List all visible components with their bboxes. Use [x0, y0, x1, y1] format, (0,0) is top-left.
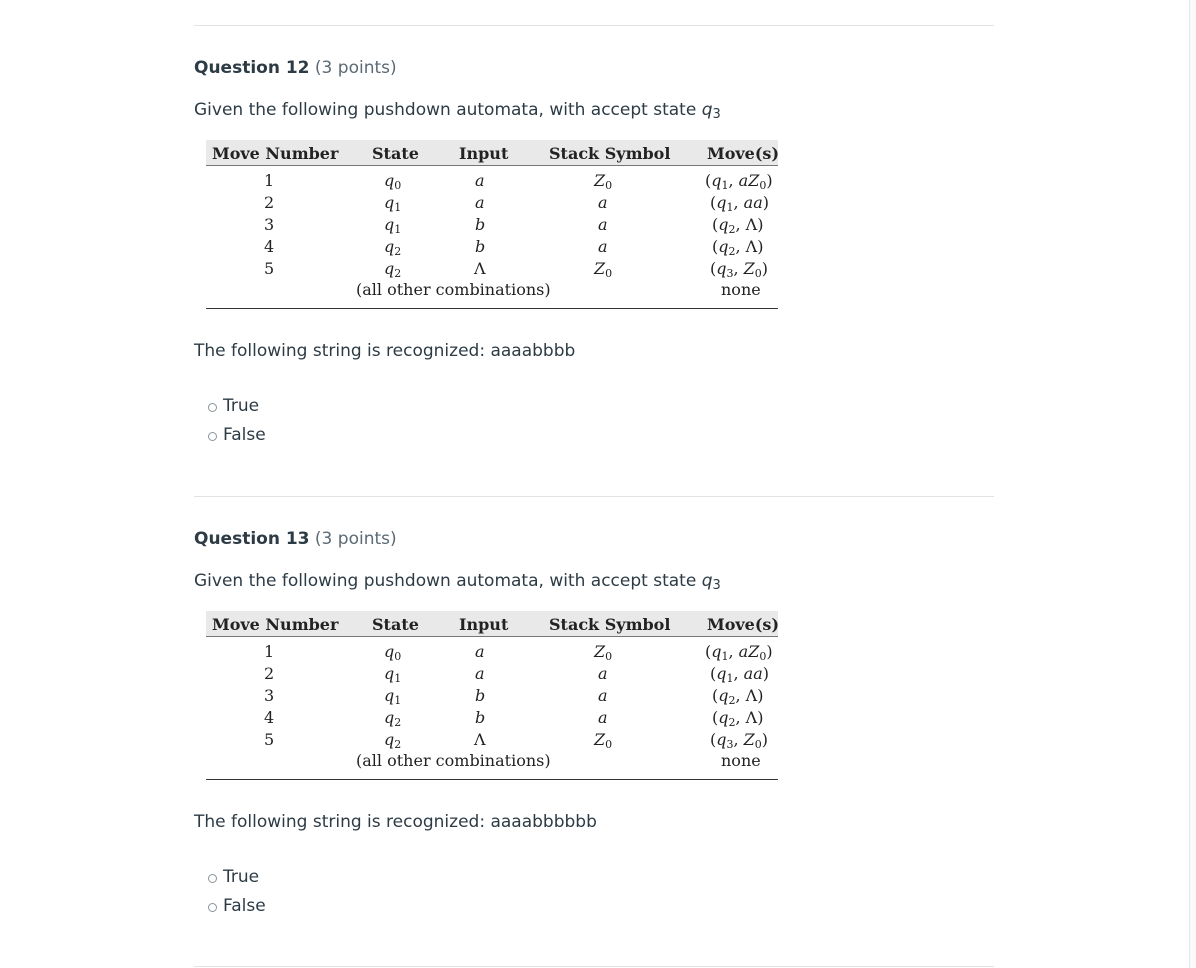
cell-move: (q1, aZ0)	[705, 642, 773, 663]
cell-state	[384, 730, 401, 751]
cell-move-number: 1	[264, 171, 275, 190]
cell-move-number: 2	[264, 193, 275, 212]
cell-stack-symbol	[598, 664, 608, 685]
question-prompt	[194, 99, 994, 126]
state-sub: 2	[394, 267, 402, 280]
header-input: Input	[459, 144, 509, 163]
header-moves: Move(s)	[707, 144, 780, 163]
radio-icon[interactable]	[208, 903, 217, 912]
state-base: q	[384, 237, 395, 256]
divider-bottom	[194, 966, 994, 967]
stack-sub: 0	[605, 650, 613, 663]
cell-move-number: 3	[264, 686, 275, 705]
move-stack: Z	[743, 730, 755, 749]
stack-base: Z	[594, 171, 606, 190]
prompt-text: Given the following pushdown automata, with accept state	[194, 100, 697, 120]
page-scrollbar[interactable]	[1189, 0, 1196, 968]
cell-move: (q1, aa)	[710, 664, 769, 685]
move-state: q	[716, 664, 727, 683]
cell-move: (q1, aZ0)	[705, 171, 773, 192]
move-stack: aZ	[738, 642, 760, 661]
move-state-sub: 3	[726, 267, 734, 280]
move-state-sub: 3	[726, 738, 734, 751]
answer-true[interactable]	[208, 391, 266, 420]
state-sub: 1	[394, 201, 402, 214]
move-state: q	[718, 708, 729, 727]
answer-false[interactable]	[208, 891, 266, 920]
cell-state	[384, 664, 401, 685]
stack-base: a	[598, 193, 608, 212]
header-stack-symbol: Stack Symbol	[549, 144, 671, 163]
question-prompt	[194, 570, 994, 597]
stack-sub: 0	[605, 179, 613, 192]
cell-move: (q3, Z0)	[710, 259, 769, 280]
cell-input: Λ	[474, 730, 486, 749]
move-stack: aZ	[738, 171, 760, 190]
move-state: q	[718, 237, 729, 256]
state-sub: 2	[394, 738, 402, 751]
footer-move: none	[721, 280, 761, 299]
header-move-number: Move Number	[212, 615, 339, 634]
cell-input: Λ	[474, 259, 486, 278]
header-state: State	[372, 615, 419, 634]
footer-label: (all other combinations)	[356, 751, 551, 770]
move-stack-sub: 0	[754, 267, 762, 280]
state-base: q	[384, 642, 395, 661]
move-stack: Z	[743, 259, 755, 278]
cell-move-number: 4	[264, 237, 275, 256]
cell-state	[384, 686, 401, 707]
cell-move: (q3, Z0)	[710, 730, 769, 751]
state-base: q	[384, 193, 395, 212]
stack-base: Z	[594, 730, 606, 749]
move-stack: Λ	[745, 215, 758, 234]
move-stack-sub: 0	[759, 179, 767, 192]
cell-move-number: 4	[264, 708, 275, 727]
move-state-sub: 1	[726, 672, 734, 685]
cell-state	[384, 237, 401, 258]
header-stack-symbol: Stack Symbol	[549, 615, 671, 634]
footer-move: none	[721, 751, 761, 770]
footer-label: (all other combinations)	[356, 280, 551, 299]
cell-state	[384, 171, 401, 192]
question-points: (3 points)	[314, 529, 397, 549]
cell-input: b	[475, 215, 486, 234]
move-state: q	[718, 686, 729, 705]
move-stack: aa	[743, 664, 763, 683]
move-state-sub: 2	[728, 245, 736, 258]
stack-sub: 0	[605, 267, 613, 280]
cell-state	[384, 259, 401, 280]
header-input: Input	[459, 615, 509, 634]
cell-state	[384, 193, 401, 214]
cell-move-number: 3	[264, 215, 275, 234]
cell-state	[384, 215, 401, 236]
divider-middle	[194, 496, 994, 497]
cell-input: a	[475, 171, 485, 190]
stack-base: a	[598, 237, 608, 256]
accept-state	[702, 100, 721, 120]
answer-label: True	[223, 395, 260, 416]
answer-false[interactable]	[208, 420, 266, 449]
question-title: Question 13	[194, 529, 310, 549]
state-base: q	[384, 259, 395, 278]
cell-stack-symbol	[594, 171, 612, 192]
stack-base: a	[598, 686, 608, 705]
stack-base: Z	[594, 259, 606, 278]
move-state: q	[716, 730, 727, 749]
state-sub: 0	[394, 179, 402, 192]
move-state-sub: 2	[728, 694, 736, 707]
table-bottom-rule	[206, 308, 778, 309]
radio-icon[interactable]	[208, 403, 217, 412]
cell-move-number: 5	[264, 730, 275, 749]
accept-state-base: q	[701, 571, 713, 591]
move-state-sub: 1	[726, 201, 734, 214]
state-sub: 2	[394, 245, 402, 258]
state-sub: 1	[394, 223, 402, 236]
state-base: q	[384, 686, 395, 705]
stack-base: a	[598, 215, 608, 234]
radio-icon[interactable]	[208, 432, 217, 441]
answer-label: False	[223, 895, 266, 916]
cell-stack-symbol	[598, 686, 608, 707]
cell-move: (q2, Λ)	[712, 686, 764, 707]
pda-table	[206, 140, 778, 309]
move-state-sub: 2	[728, 223, 736, 236]
cell-stack-symbol	[594, 642, 612, 663]
cell-move-number: 5	[264, 259, 275, 278]
move-state: q	[711, 171, 722, 190]
cell-stack-symbol	[598, 708, 608, 729]
stack-base: a	[598, 708, 608, 727]
cell-stack-symbol	[594, 259, 612, 280]
table-header-row	[206, 611, 778, 637]
cell-input: b	[475, 237, 486, 256]
answer-true[interactable]	[208, 862, 266, 891]
accept-state-base: q	[701, 100, 713, 120]
answer-label: False	[223, 424, 266, 445]
question-title: Question 12	[194, 58, 310, 78]
question-points: (3 points)	[314, 58, 397, 78]
question-statement: The following string is recognized: aaaabbbbbb	[194, 812, 597, 832]
prompt-text: Given the following pushdown automata, with accept state	[194, 571, 697, 591]
cell-input: b	[475, 708, 486, 727]
cell-move: (q2, Λ)	[712, 708, 764, 729]
cell-move-number: 2	[264, 664, 275, 683]
state-sub: 2	[394, 716, 402, 729]
divider-top	[194, 25, 994, 26]
state-sub: 1	[394, 694, 402, 707]
question-header	[194, 57, 994, 79]
header-moves: Move(s)	[707, 615, 780, 634]
state-sub: 1	[394, 672, 402, 685]
cell-state	[384, 642, 401, 663]
answer-options	[208, 391, 266, 449]
header-state: State	[372, 144, 419, 163]
move-stack: aa	[743, 193, 763, 212]
cell-input: a	[475, 193, 485, 212]
cell-move-number: 1	[264, 642, 275, 661]
state-base: q	[384, 664, 395, 683]
move-state-sub: 1	[721, 179, 729, 192]
accept-state-sub: 3	[712, 578, 721, 593]
cell-stack-symbol	[598, 215, 608, 236]
move-state: q	[716, 259, 727, 278]
question-header	[194, 528, 994, 550]
cell-input: b	[475, 686, 486, 705]
question-12	[194, 57, 994, 445]
stack-base: a	[598, 664, 608, 683]
accept-state	[702, 571, 721, 591]
move-stack-sub: 0	[754, 738, 762, 751]
move-state-sub: 2	[728, 716, 736, 729]
cell-move: (q2, Λ)	[712, 237, 764, 258]
state-base: q	[384, 215, 395, 234]
question-statement: The following string is recognized: aaaabbbb	[194, 341, 576, 361]
move-state: q	[718, 215, 729, 234]
state-base: q	[384, 171, 395, 190]
stack-base: Z	[594, 642, 606, 661]
header-move-number: Move Number	[212, 144, 339, 163]
move-state-sub: 1	[721, 650, 729, 663]
pda-table	[206, 611, 778, 780]
move-state: q	[711, 642, 722, 661]
question-13	[194, 528, 994, 916]
cell-state	[384, 708, 401, 729]
cell-move: (q2, Λ)	[712, 215, 764, 236]
table-bottom-rule	[206, 779, 778, 780]
table-header-row	[206, 140, 778, 166]
cell-input: a	[475, 642, 485, 661]
state-base: q	[384, 730, 395, 749]
move-stack: Λ	[745, 708, 758, 727]
move-stack-sub: 0	[759, 650, 767, 663]
radio-icon[interactable]	[208, 874, 217, 883]
cell-move: (q1, aa)	[710, 193, 769, 214]
move-state: q	[716, 193, 727, 212]
answer-label: True	[223, 866, 260, 887]
answer-options	[208, 862, 266, 920]
move-stack: Λ	[745, 237, 758, 256]
accept-state-sub: 3	[712, 107, 721, 122]
stack-sub: 0	[605, 738, 613, 751]
cell-input: a	[475, 664, 485, 683]
cell-stack-symbol	[594, 730, 612, 751]
cell-stack-symbol	[598, 193, 608, 214]
cell-stack-symbol	[598, 237, 608, 258]
move-stack: Λ	[745, 686, 758, 705]
state-sub: 0	[394, 650, 402, 663]
state-base: q	[384, 708, 395, 727]
